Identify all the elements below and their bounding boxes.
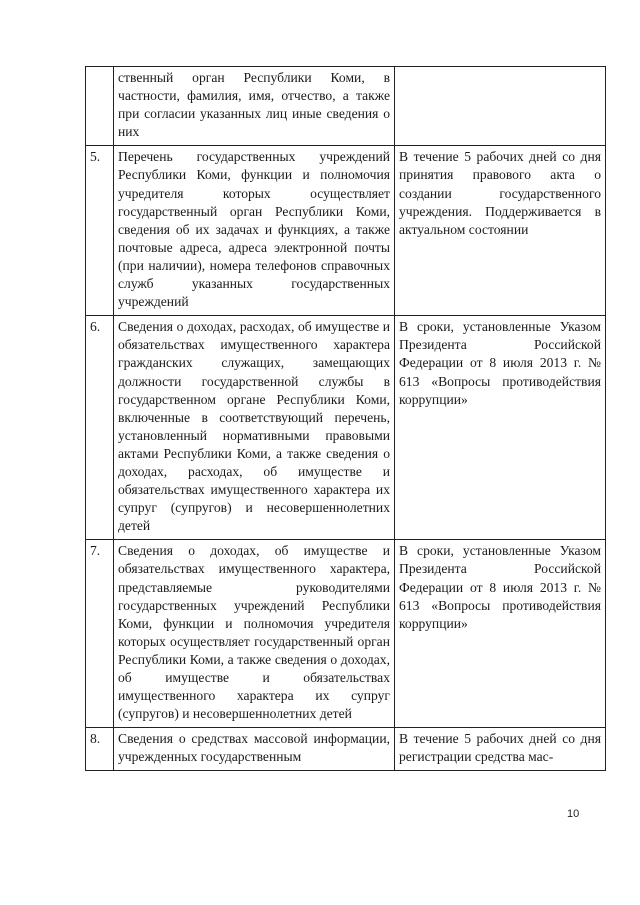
row-content: Сведения о средствах массовой информации, учрежденных государственным: [114, 728, 395, 771]
row-content: ственный орган Республики Коми, в частности, фамилия, имя, отчество, а также при согласии указанных лиц иные сведения о них: [114, 67, 395, 146]
row-number: 7.: [86, 540, 114, 728]
table-row: [86, 67, 606, 146]
page-number: 10: [567, 808, 580, 820]
row-deadline: В течение 5 рабочих дней со дня принятия правового акта о создании государственного учреждения. Поддерживается в актуальном состоянии: [395, 146, 606, 316]
row-content: Сведения о доходах, об имуществе и обязательствах имущественного характера, представляемые руководителями государственных учреждений Республики Коми, функции и полномочия учредителя которых осуществляет государственный орган Республики Коми, а также сведения о доходах, об имуществе и обязательствах имущественного характера их супруг (супругов) и несовершеннолетних детей: [114, 540, 395, 728]
row-deadline: В сроки, установленные Указом Президента Российской Федерации от 8 июля 2013 г. № 613 «Вопросы противодействия коррупции»: [395, 316, 606, 540]
row-deadline: В сроки, установленные Указом Президента Российской Федерации от 8 июля 2013 г. № 613 «Вопросы противодействия коррупции»: [395, 540, 606, 728]
row-number: 5.: [86, 146, 114, 316]
table-row: [86, 728, 606, 771]
row-deadline: В течение 5 рабочих дней со дня регистрации средства мас-: [395, 728, 606, 771]
table-row: [86, 540, 606, 728]
row-content: Сведения о доходах, расходах, об имуществе и обязательствах имущественного характера гражданских служащих, замещающих должности государственной службы в государственном органе Республики Коми, включенные в соответствующий перечень, установленный нормативными правовыми актами Республики Коми, а также сведения о доходах, расходах, об имуществе и обязательствах имущественного характера их супруг (супругов) и несовершеннолетних детей: [114, 316, 395, 540]
table-row: [86, 146, 606, 316]
row-deadline: [395, 67, 606, 146]
row-number: [86, 67, 114, 146]
row-number: 8.: [86, 728, 114, 771]
table-row: [86, 316, 606, 540]
row-content: Перечень государственных учреждений Республики Коми, функции и полномочия учредителя которых осуществляет государственный орган Республики Коми, сведения об их задачах и функциях, а также почтовые адреса, адреса электронной почты (при наличии), номера телефонов справочных служб указанных государственных учреждений: [114, 146, 395, 316]
row-number: 6.: [86, 316, 114, 540]
document-table: [85, 66, 606, 771]
